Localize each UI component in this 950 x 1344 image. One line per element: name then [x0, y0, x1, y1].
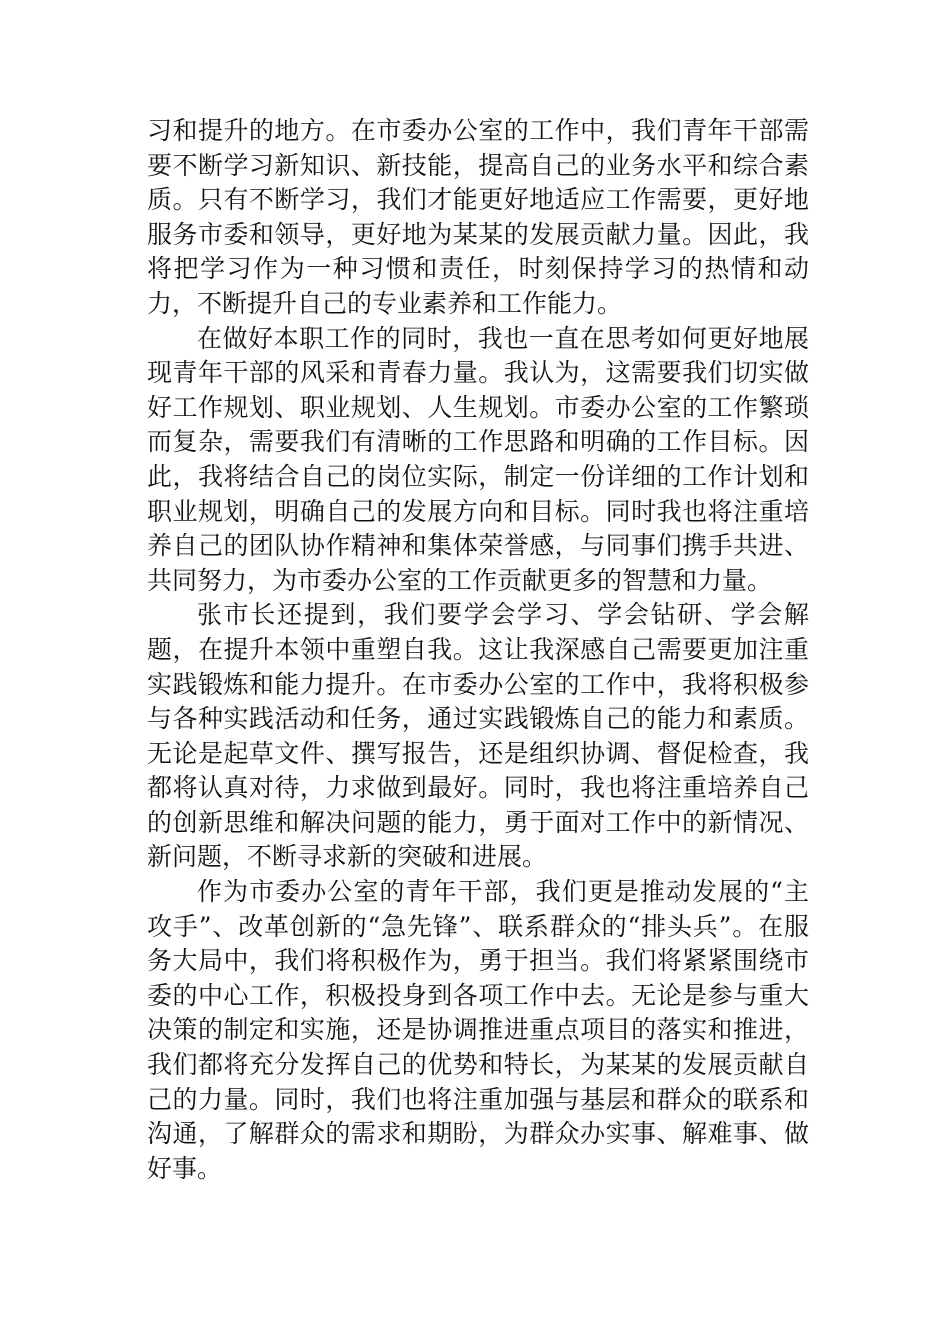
document-body — [147, 114, 809, 1186]
paragraph: 作为市委办公室的青年干部，我们更是推动发展的“主攻手”、改革创新的“急先锋”、联系群众的“排头兵”。在服务大局中，我们将积极作为，勇于担当。我们将紧紧围绕市委的中心工作，积极投身到各项工作中去。无论是参与重大决策的制定和实施，还是协调推进重点项目的落实和推进，我们都将充分发挥自己的优势和特长，为某某的发展贡献自己的力量。同时，我们也将注重加强与基层和群众的联系和沟通，了解群众的需求和期盼，为群众办实事、解难事、做好事。 — [147, 877, 809, 1183]
paragraph-continued: 习和提升的地方。在市委办公室的工作中，我们青年干部需要不断学习新知识、新技能，提高自己的业务水平和综合素质。只有不断学习，我们才能更好地适应工作需要，更好地服务市委和领导，更好地为某某的发展贡献力量。因此，我将把学习作为一种习惯和责任，时刻保持学习的热情和动力，不断提升自己的专业素养和工作能力。 — [147, 116, 809, 318]
paragraph: 张市长还提到，我们要学会学习、学会钻研、学会解题，在提升本领中重塑自我。这让我深感自己需要更加注重实践锻炼和能力提升。在市委办公室的工作中，我将积极参与各种实践活动和任务，通过实践锻炼自己的能力和素质。无论是起草文件、撰写报告，还是组织协调、督促检查，我都将认真对待，力求做到最好。同时，我也将注重培养自己的创新思维和解决问题的能力，勇于面对工作中的新情况、新问题，不断寻求新的突破和进展。 — [147, 600, 809, 872]
paragraph: 在做好本职工作的同时，我也一直在思考如何更好地展现青年干部的风采和青春力量。我认为，这需要我们切实做好工作规划、职业规划、人生规划。市委办公室的工作繁琐而复杂，需要我们有清晰的工作思路和明确的工作目标。因此，我将结合自己的岗位实际，制定一份详细的工作计划和职业规划，明确自己的发展方向和目标。同时我也将注重培养自己的团队协作精神和集体荣誉感，与同事们携手共进、共同努力，为市委办公室的工作贡献更多的智慧和力量。 — [147, 323, 809, 595]
